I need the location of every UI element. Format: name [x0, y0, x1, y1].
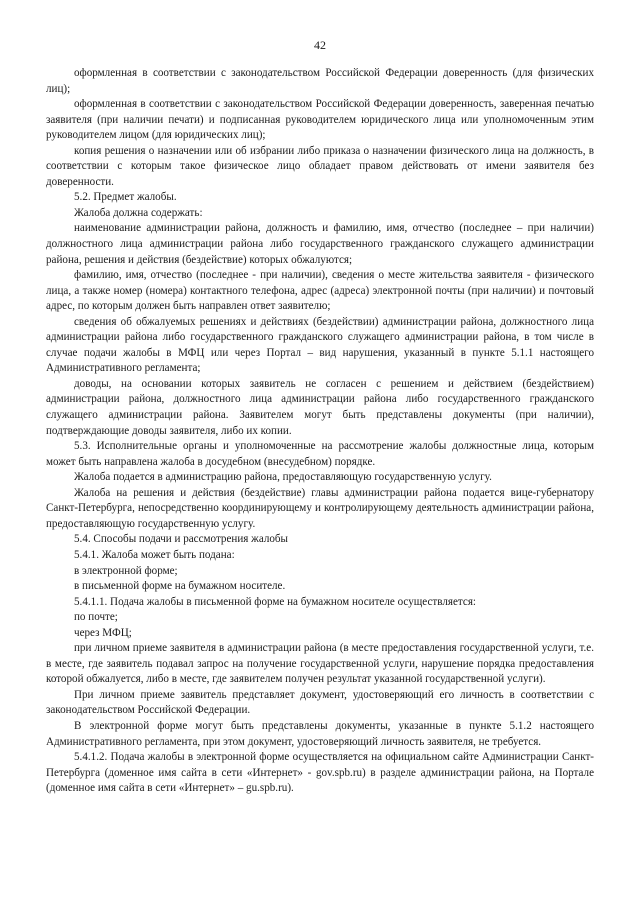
paragraph: оформленная в соответствии с законодательством Российской Федерации доверенность, заверенная печатью заявителя (при наличии печати) и подписанная руководителем юридического лица или уполномоченным этим руководителем лицом (для юридических лиц);: [46, 98, 594, 142]
paragraph: по почте;: [74, 611, 118, 624]
paragraph: оформленная в соответствии с законодательством Российской Федерации доверенность (для физических лиц);: [46, 67, 594, 95]
paragraph: в письменной форме на бумажном носителе.: [74, 580, 286, 593]
page-number: 42: [314, 38, 326, 52]
paragraph: сведения об обжалуемых решениях и действиях (бездействии) администрации района, должностного лица администрации района либо государственного гражданского служащего администрации района, в том числе в случае подачи жалобы в МФЦ или через Портал – вид нарушения, указанный в пункте 5.1.1 настоящего Административного регламента;: [46, 315, 594, 375]
paragraph: 5.4.1.2. Подача жалобы в электронной форме осуществляется на официальном сайте Администрации Санкт-Петербурга (доменное имя сайта в сети «Интернет» - gov.spb.ru) в разделе администрации района, на Портале (доменное имя сайта в сети «Интернет» – gu.spb.ru).: [46, 751, 594, 795]
paragraph: 5.4. Способы подачи и рассмотрения жалобы: [74, 533, 289, 546]
paragraph: 5.3. Исполнительные органы и уполномоченные на рассмотрение жалобы должностные лица, которым может быть направлена жалоба в досудебном (внесудебном) порядке.: [46, 440, 594, 468]
paragraph: 5.2. Предмет жалобы.: [74, 191, 177, 204]
paragraph: Жалоба на решения и действия (бездействие) главы администрации района подается вице-губернатору Санкт-Петербурга, непосредственно координирующему и контролирующему деятельность администрации района, предоставляющую государственную услугу.: [46, 486, 594, 530]
paragraph: Жалоба должна содержать:: [74, 206, 203, 219]
paragraph: 5.4.1.1. Подача жалобы в письменной форме на бумажном носителе осуществляется:: [74, 595, 477, 608]
paragraph: 5.4.1. Жалоба может быть подана:: [74, 548, 235, 561]
body-text: [46, 66, 594, 797]
paragraph: наименование администрации района, должность и фамилию, имя, отчество (последнее – при наличии) должностного лица администрации района либо государственного гражданского служащего администрации района, решения и действия (бездействие) которых обжалуются;: [46, 222, 594, 266]
paragraph: В электронной форме могут быть представлены документы, указанные в пункте 5.1.2 настоящего Административного регламента, при этом документ, удостоверяющий личность заявителя, не требуется.: [46, 719, 594, 748]
paragraph: доводы, на основании которых заявитель не согласен с решением и действием (бездействием) администрации района, должностного лица администрации района либо государственного гражданского служащего администрации района. Заявителем могут быть представлены документы (при наличии), подтверждающие доводы заявителя, либо их копии.: [46, 377, 594, 437]
paragraph: копия решения о назначении или об избрании либо приказа о назначении физического лица на должность, в соответствии с которым такое физическое лицо обладает правом действовать от имени заявителя без доверенности.: [46, 144, 594, 188]
paragraph: при личном приеме заявителя в администрации района (в месте предоставления государственной услуги, т.е. в месте, где заявитель подавал запрос на получение государственной услуги, нарушение порядка предоставления которой обжалуется, либо в месте, где заявителем получен результат указанной государственной услуги).: [46, 642, 594, 686]
paragraph: фамилию, имя, отчество (последнее - при наличии), сведения о месте жительства заявителя - физического лица, а также номер (номера) контактного телефона, адрес (адреса) электронной почты (при наличии) и почтовый адрес, по которым должен быть направлен ответ заявителю;: [46, 269, 594, 313]
paragraph: При личном приеме заявитель представляет документ, удостоверяющий его личность в соответствии с законодательством Российской Федерации.: [46, 688, 594, 717]
paragraph: в электронной форме;: [74, 564, 178, 577]
paragraph: через МФЦ;: [74, 626, 132, 639]
paragraph: Жалоба подается в администрацию района, предоставляющую государственную услугу.: [74, 471, 492, 484]
